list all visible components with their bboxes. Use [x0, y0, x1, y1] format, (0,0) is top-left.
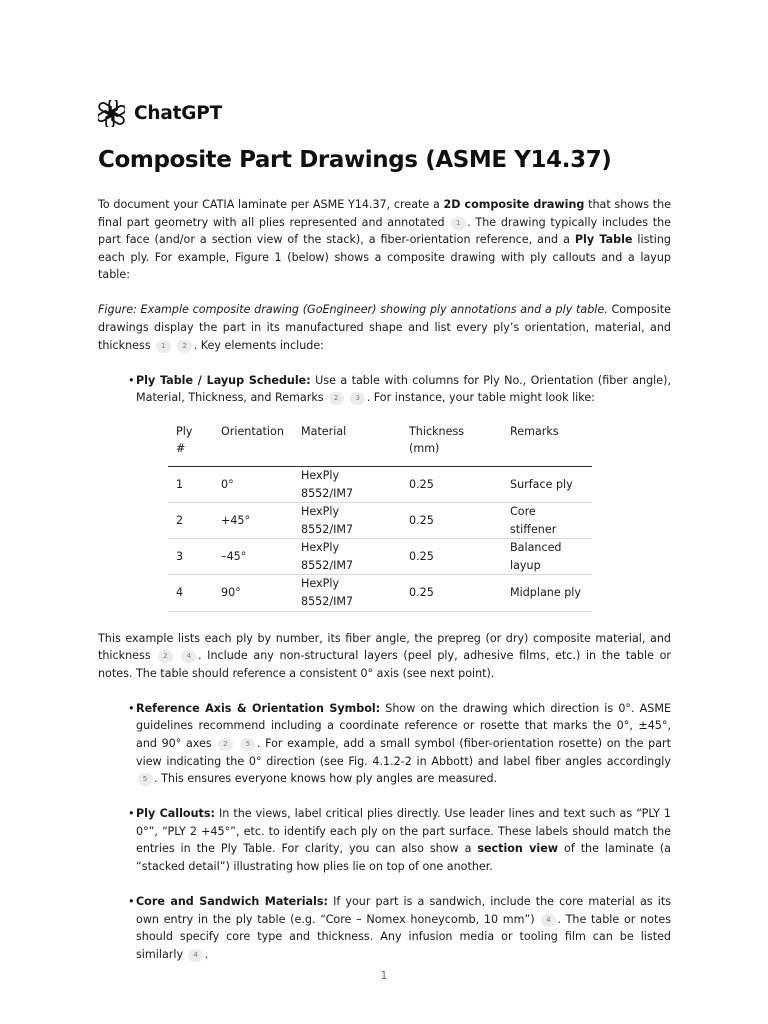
column-header: Remarks — [502, 423, 592, 467]
table-cell: Core stiffener — [502, 503, 592, 539]
table-cell: 0.25 — [401, 503, 502, 539]
table-explanation-paragraph: This example lists each ply by number, its fiber angle, the prepreg (or dry) composite material, and thickness 2 4 . Include any non-structural layers (peel ply, adhesive films, etc.) in the table or notes. The table should reference a consistent 0° axis (see next point). — [98, 631, 671, 680]
citation-badge[interactable]: 4 — [181, 650, 196, 663]
citation-badge[interactable]: 2 — [218, 738, 233, 751]
table-cell: 90° — [213, 575, 293, 611]
table-cell: 2 — [168, 503, 213, 539]
table-cell: 1 — [168, 466, 213, 502]
bullet-core-sandwich: • Core and Sandwich Materials: If your part is a sandwich, include the core material as its own entry in the ply table (e.g. “Core – Nomex honeycomb, 10 mm”) 4 . The table or notes should specify core type and thickness. Any infusion media or tooling film can be listed similarly 4 . — [128, 894, 671, 961]
bullet-ply-callouts: • Ply Callouts: In the views, label critical plies directly. Use leader lines and text such as “PLY 1 0°”, “PLY 2 +45°”, etc. to identify each ply on the part surface. These labels should match the entries in the Ply Table. For clarity, you can also show a section view of the laminate (a “stacked detail”) illustrating how plies lie on top of one another. — [128, 807, 672, 873]
bullet-marker: • — [128, 701, 135, 715]
table-cell: HexPly 8552/IM7 — [293, 503, 401, 539]
figure-paragraph: Figure: Example composite drawing (GoEngineer) showing ply annotations and a ply table. Composite drawings display the part in its manufactured shape and list every ply’s orientation, material, and thickness 1 2 . Key elements include: — [98, 303, 671, 352]
table-cell: –45° — [213, 539, 293, 575]
table-cell: 3 — [168, 539, 213, 575]
document-body — [98, 196, 671, 963]
table-cell: Balanced layup — [502, 539, 592, 575]
table-cell: 0.25 — [401, 466, 502, 502]
table-cell: 0° — [213, 466, 293, 502]
table-cell: Midplane ply — [502, 575, 592, 611]
column-header: Ply # — [168, 423, 213, 467]
intro-paragraph: To document your CATIA laminate per ASME Y14.37, create a 2D composite drawing that shows the final part geometry with all plies represented and annotated 1 . The drawing typically includes the part face (and/or a section view of the stack), a fiber-orientation reference, and a Ply Table listing each ply. For example, Figure 1 (below) shows a composite drawing with ply callouts and a layup table: — [98, 198, 672, 282]
openai-logo-icon — [98, 100, 125, 127]
citation-badge[interactable]: 2 — [329, 392, 344, 405]
citation-badge[interactable]: 3 — [350, 392, 365, 405]
bullet-reference-axis: • Reference Axis & Orientation Symbol: Show on the drawing which direction is 0°. ASME guidelines recommend including a coordinate reference or rosette that marks the 0°, ±45°, and 90° axes 2 5 . For example, add a small symbol (fiber-orientation rosette) on the part view indicating the 0° direction (see Fig. 4.1.2-2 in Abbott) and label fiber angles accordingly 5 . This ensures everyone knows how ply angles are measured. — [128, 701, 671, 786]
bullet-ply-table: • Ply Table / Layup Schedule: Use a table with columns for Ply No., Orientation (fiber angle), Material, Thickness, and Remarks 2 3 . For instance, your table might look like: — [128, 373, 671, 405]
column-header: Material — [293, 423, 401, 467]
column-header: Thickness (mm) — [401, 423, 502, 467]
citation-badge[interactable]: 2 — [177, 340, 192, 353]
ply-table — [168, 423, 592, 612]
page-number: 1 — [380, 970, 388, 982]
citation-badge[interactable]: 1 — [156, 340, 171, 353]
bullet-marker: • — [128, 807, 135, 821]
table-row — [168, 539, 592, 575]
table-row — [168, 466, 592, 502]
figure-caption: Figure: Example composite drawing (GoEngineer) showing ply annotations and a ply table. — [98, 303, 608, 317]
table-header-row — [168, 423, 592, 467]
table-cell: HexPly 8552/IM7 — [293, 575, 401, 611]
column-header: Orientation — [213, 423, 293, 467]
page-title: Composite Part Drawings (ASME Y14.37) — [98, 147, 612, 173]
citation-badge[interactable]: 2 — [158, 650, 173, 663]
table-cell: 0.25 — [401, 539, 502, 575]
bullet-marker: • — [128, 894, 135, 908]
table-row — [168, 503, 592, 539]
citation-badge[interactable]: 1 — [451, 217, 466, 230]
table-cell: +45° — [213, 503, 293, 539]
table-cell: HexPly 8552/IM7 — [293, 539, 401, 575]
brand-name: ChatGPT — [134, 103, 223, 124]
citation-badge[interactable]: 4 — [541, 914, 556, 927]
table-cell: 4 — [168, 575, 213, 611]
table-cell: Surface ply — [502, 466, 592, 502]
brand-header — [98, 100, 222, 127]
citation-badge[interactable]: 5 — [240, 738, 255, 751]
table-cell: HexPly 8552/IM7 — [293, 466, 401, 502]
table-row — [168, 575, 592, 611]
citation-badge[interactable]: 5 — [138, 773, 153, 786]
table-cell: 0.25 — [401, 575, 502, 611]
bullet-marker: • — [128, 373, 135, 387]
citation-badge[interactable]: 4 — [188, 949, 203, 962]
